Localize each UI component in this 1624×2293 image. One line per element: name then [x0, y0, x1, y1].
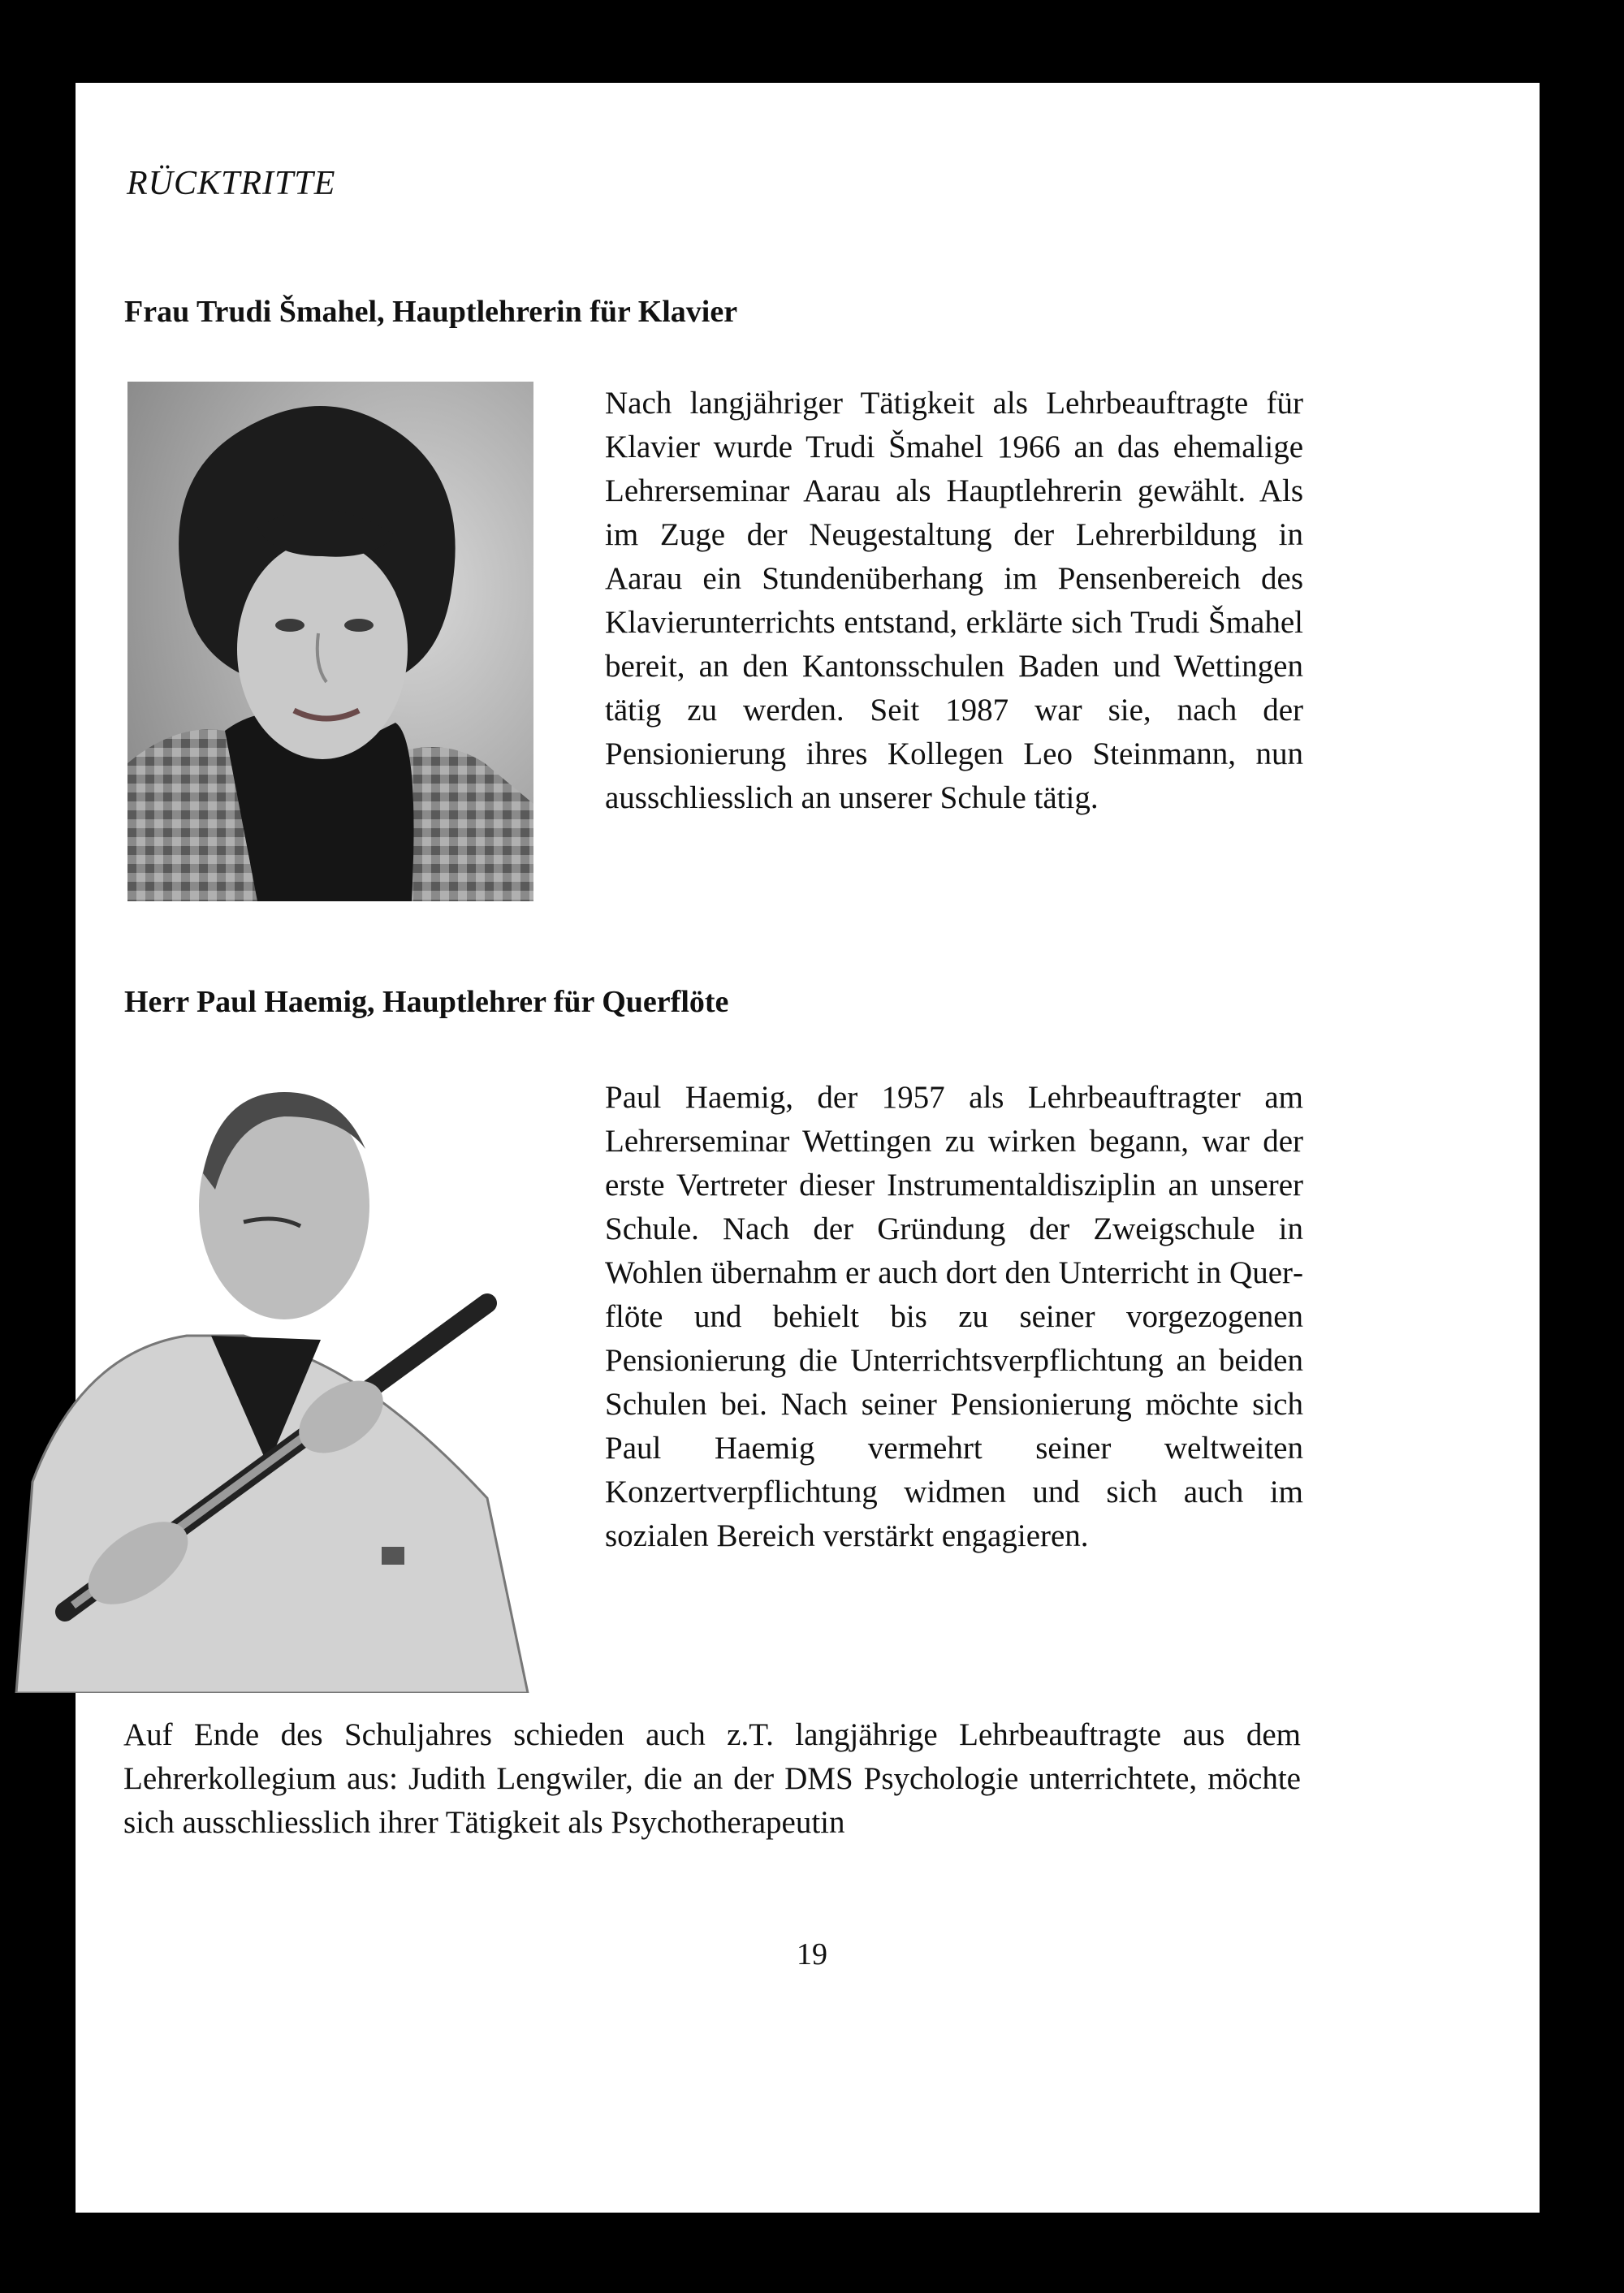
entry-heading-haemig: Herr Paul Haemig, Hauptlehrer für Querflöte [124, 985, 729, 1019]
portrait-photo-haemig [0, 1060, 568, 1693]
portrait-photo-smahel [127, 382, 533, 901]
page-number: 19 [797, 1937, 827, 1971]
entry-text-haemig: Paul Haemig, der 1957 als Lehrbeauftragter am Lehrerseminar Wettingen zu wirken begann, war der erste Vertreter dieser Instrumentaldisziplin an unserer Schule. Nach der Gründung der Zweigschule in Wohlen übernahm er auch dort den Unterricht in Querflöte und behielt bis zu seiner vorgezogenen Pensionierung die Unterrichtsverpflichtung an beiden Schulen bei. Nach seiner Pensionierung möchte sich Paul Haemig vermehrt seiner weltweiten Konzertverpflichtung widmen und sich auch im sozialen Bereich verstärkt engagieren. [605, 1080, 1303, 1553]
section-title: RÜCKTRITTE [127, 165, 336, 202]
entry-heading-smahel: Frau Trudi Šmahel, Hauptlehrerin für Klavier [124, 295, 738, 329]
closing-paragraph: Auf Ende des Schuljahres schieden auch z.T. langjährige Lehrbeauftragte aus dem Lehrerkollegium aus: Judith Lengwiler, die an der DMS Psychologie unterrichtete, möchte sich ausschliesslich ihrer Tätigkeit als Psychotherapeutin [123, 1717, 1301, 1840]
entry-text-smahel: Nach langjähriger Tätigkeit als Lehrbeauftragte für Klavier wurde Trudi Šmahel 1966 an das ehemalige Lehrerseminar Aarau als Hauptlehrerin gewählt. Als im Zuge der Neugestaltung der Lehrerbildung in Aarau ein Stundenüberhang im Pensenbereich des Klavierunterrichts entstand, erklärte sich Trudi Šmahel bereit, an den Kantonsschulen Baden und Wettingen tätig zu werden. Seit 1987 war sie, nach der Pensionierung ihres Kollegen Leo Steinmann, nun ausschliesslich an unserer Schule tätig. [605, 386, 1303, 815]
